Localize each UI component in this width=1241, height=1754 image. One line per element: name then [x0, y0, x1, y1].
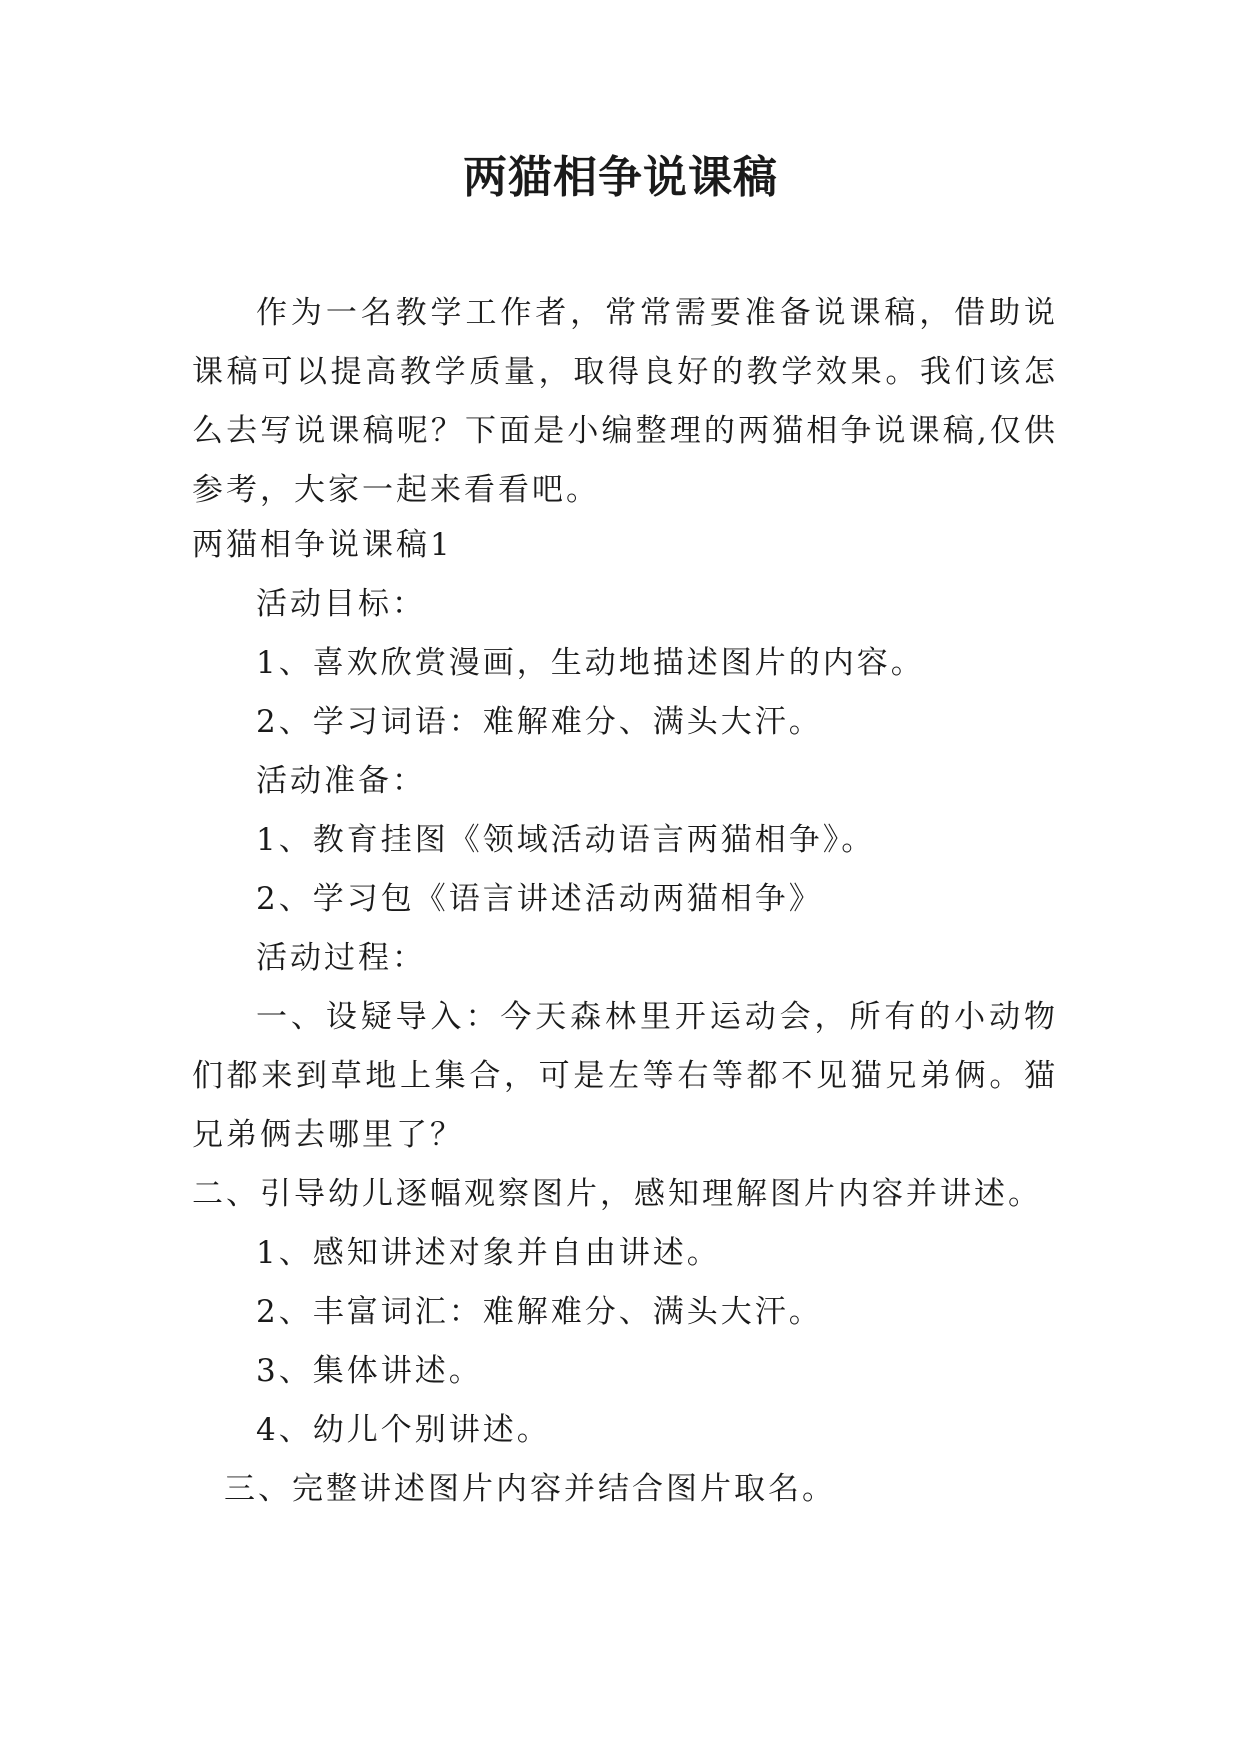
intro-paragraph: 作为一名教学工作者，常常需要准备说课稿，借助说课稿可以提高教学质量，取得良好的教学效果。我们该怎么去写说课稿呢？下面是小编整理的两猫相争说课稿,仅供参考，大家一起来看看吧。 [192, 295, 1058, 508]
process-step-2-4: 4、幼儿个别讲述。 [256, 1412, 551, 1448]
prep-item-2: 2、学习包《语言讲述活动两猫相争》 [256, 881, 823, 917]
document-title: 两猫相争说课稿 [463, 152, 778, 203]
process-step-1: 一、设疑导入：今天森林里开运动会，所有的小动物们都来到草地上集合，可是左等右等都不见猫兄弟俩。猫兄弟俩去哪里了？ [192, 999, 1058, 1153]
section-heading: 两猫相争说课稿1 [192, 527, 453, 563]
process-step-2-3: 3、集体讲述。 [256, 1353, 483, 1389]
goal-item-2: 2、学习词语：难解难分、满头大汗。 [256, 704, 823, 740]
prep-item-1: 1、教育挂图《领域活动语言两猫相争》。 [256, 822, 876, 858]
process-step-3: 三、完整讲述图片内容并结合图片取名。 [224, 1471, 836, 1507]
activity-process-label: 活动过程： [256, 940, 426, 976]
process-step-2: 二、引导幼儿逐幅观察图片，感知理解图片内容并讲述。 [192, 1176, 1042, 1212]
goal-item-1: 1、喜欢欣赏漫画，生动地描述图片的内容。 [256, 645, 925, 681]
process-step-2-1: 1、感知讲述对象并自由讲述。 [256, 1235, 721, 1271]
process-step-2-2: 2、丰富词汇：难解难分、满头大汗。 [256, 1294, 823, 1330]
activity-goal-label: 活动目标： [256, 586, 426, 622]
activity-prep-label: 活动准备： [256, 763, 426, 799]
